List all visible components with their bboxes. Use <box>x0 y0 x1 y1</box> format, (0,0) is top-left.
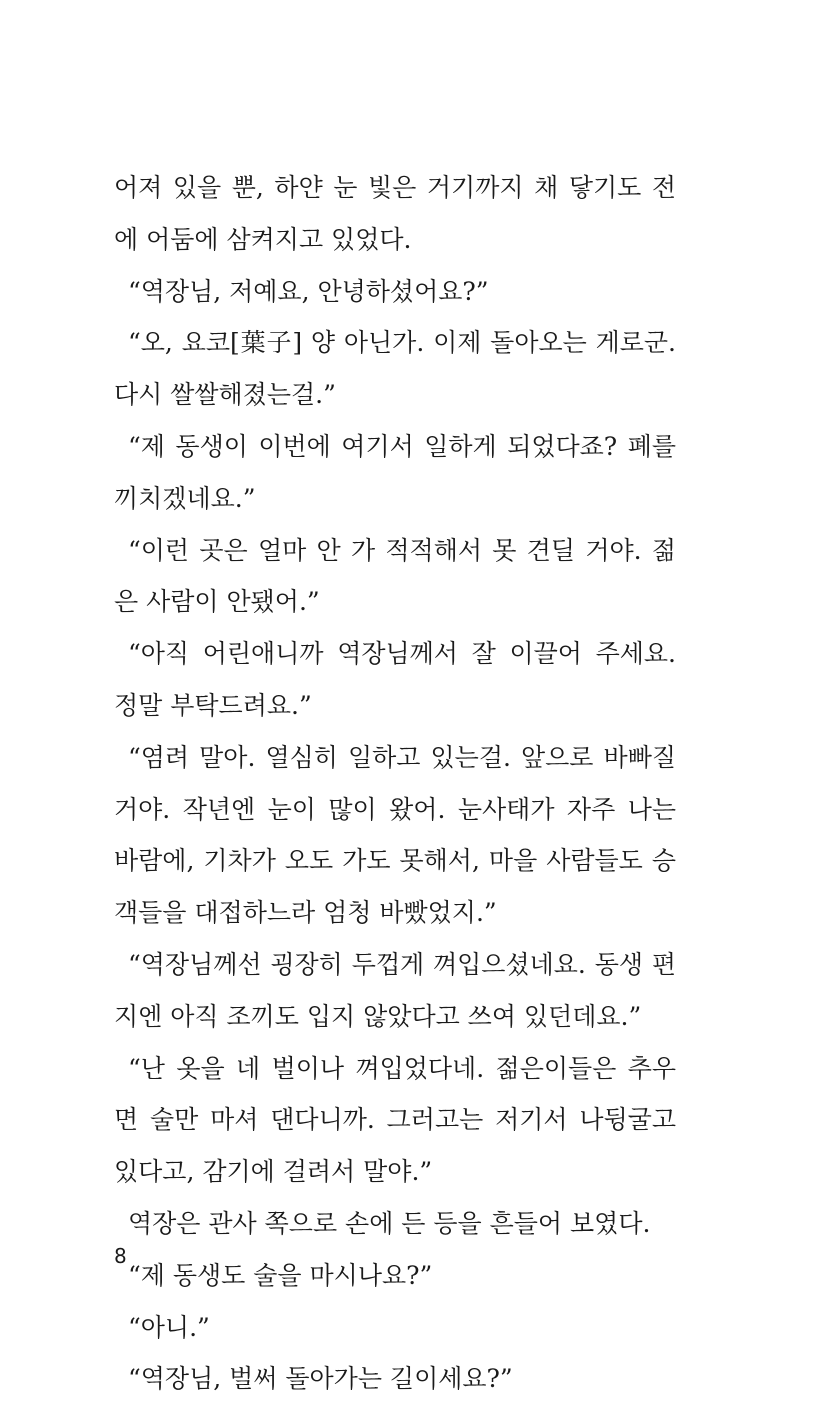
paragraph: “오, 요코[葉子] 양 아닌가. 이제 돌아오는 게로군. 다시 쌀쌀해졌는걸.” <box>114 328 676 410</box>
paragraph: “이런 곳은 얼마 안 가 적적해서 못 견딜 거야. 젊은 사람이 안됐어.” <box>114 535 676 617</box>
paragraph: “아직 어린애니까 역장님께서 잘 이끌어 주세요. 정말 부탁드려요.” <box>114 639 676 720</box>
paragraph: “아니.” <box>128 1312 210 1342</box>
body-text <box>114 162 676 1405</box>
paragraph: “역장님, 벌써 돌아가는 길이세요?” <box>128 1364 513 1394</box>
paragraph: “난 옷을 네 벌이나 껴입었다네. 젊은이들은 추우면 술만 마셔 댄다니까. 그러고는 저기서 나뒹굴고 있다고, 감기에 걸려서 말야.” <box>114 1053 676 1187</box>
paragraph-continuation: 어져 있을 뿐, 하얀 눈 빛은 거기까지 채 닿기도 전에 어둠에 삼켜지고 있었다. <box>114 173 676 254</box>
page-number: 8 <box>114 1244 127 1268</box>
paragraph: “역장님께선 굉장히 두껍게 껴입으셨네요. 동생 편지엔 아직 조끼도 입지 않았다고 쓰여 있던데요.” <box>114 949 676 1031</box>
paragraph: “역장님, 저예요, 안녕하셨어요?” <box>128 276 489 306</box>
paragraph: “제 동생이 이번에 여기서 일하게 되었다죠? 폐를 끼치겠네요.” <box>114 431 676 513</box>
paragraph: 역장은 관사 쪽으로 손에 든 등을 흔들어 보였다. <box>128 1208 651 1238</box>
paragraph: “염려 말아. 열심히 일하고 있는걸. 앞으로 바빠질 거야. 작년엔 눈이 많이 왔어. 눈사태가 자주 나는 바람에, 기차가 오도 가도 못해서, 마을 사람들도 승객들을 대접하느라 엄청 바빴었지.” <box>114 742 676 928</box>
paragraph: “제 동생도 술을 마시나요?” <box>128 1260 433 1290</box>
